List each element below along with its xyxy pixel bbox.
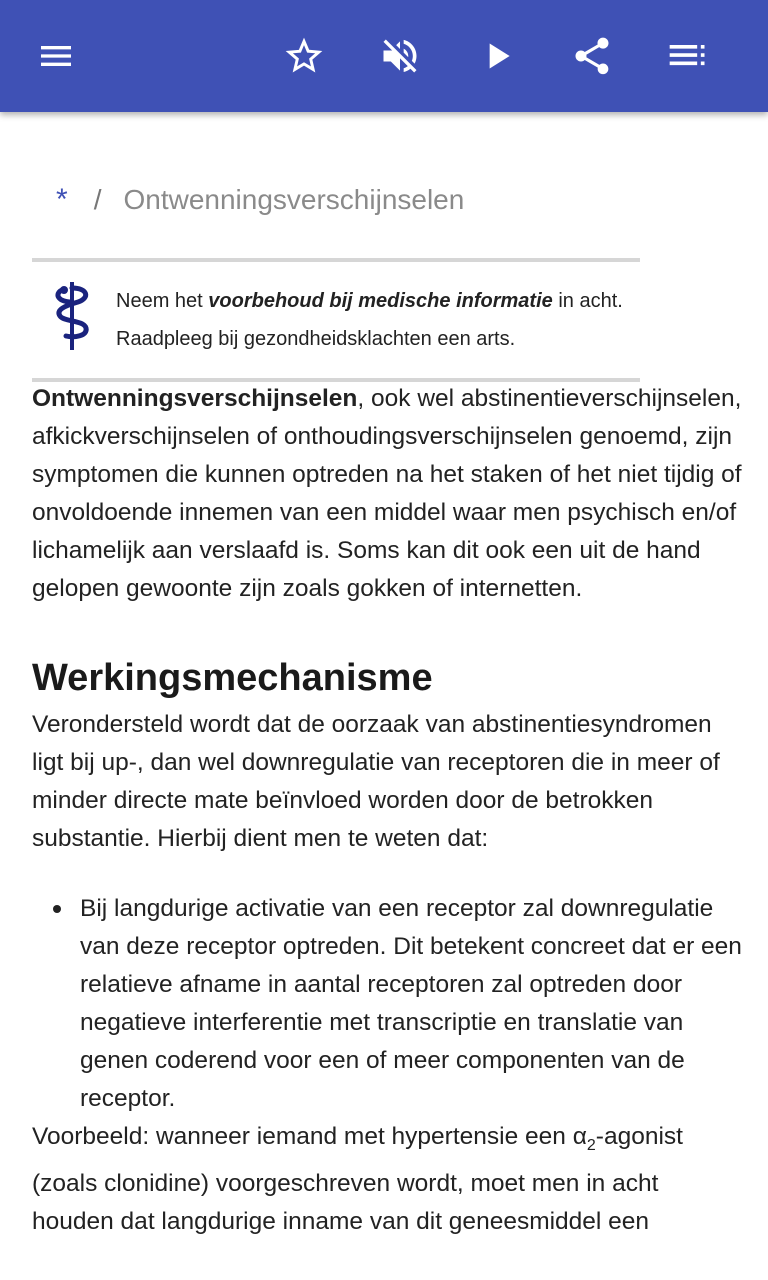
mute-button[interactable] — [368, 24, 432, 88]
breadcrumb-home-link[interactable]: * — [56, 183, 68, 216]
list-item-text: Bij langdurige activatie van een receptor zal downregulatie van deze receptor optreden. Dit betekent concreet dat er een relatieve afname in aantal receptoren zal optreden door negatieve interferentie met transcriptie en translatie van genen coderend voor een of meer componenten van de receptor. — [80, 895, 742, 1112]
bullet-dot — [53, 905, 61, 913]
menu-icon — [36, 36, 76, 76]
disclaimer-link[interactable]: voorbehoud bij medische informatie — [208, 290, 553, 312]
disclaimer-line-2: Raadpleeg bij gezondheidsklachten een arts. — [116, 328, 516, 350]
rod-of-asclepius-icon — [46, 280, 98, 352]
bookmark-button[interactable] — [272, 24, 336, 88]
example-paragraph — [32, 1118, 742, 1241]
article-title-term: Ontwenningsverschijnselen — [32, 385, 358, 412]
disclaimer-text-post: in acht. — [552, 290, 623, 312]
star-icon — [282, 34, 326, 78]
list-item — [32, 890, 742, 1118]
share-button[interactable] — [560, 24, 624, 88]
breadcrumb-separator: / — [93, 184, 102, 215]
app-toolbar — [0, 0, 768, 112]
play-button[interactable] — [466, 24, 530, 88]
playlist-icon — [666, 34, 710, 78]
breadcrumb-current: Ontwenningsverschijnselen — [123, 184, 465, 215]
intro-text: , ook wel abstinentieverschijnselen, afkickverschijnselen of onthoudingsverschijnselen genoemd, zijn symptomen die kunnen optreden na het staken of het niet tijdig of onvoldoende innemen van een middel waar men psychisch en/of lichamelijk aan verslaafd is. Soms kan dit ook een uit de hand gelopen gewoonte zijn zoals gokken of internetten. — [32, 385, 742, 602]
share-icon — [570, 34, 614, 78]
example-text-pre: Voorbeeld: wanneer iemand met hypertensie een α — [32, 1123, 587, 1150]
medical-disclaimer — [32, 258, 640, 382]
example-subscript: 2 — [586, 1136, 596, 1154]
intro-paragraph — [32, 380, 742, 608]
article-body — [32, 380, 742, 1241]
menu-button[interactable] — [24, 24, 88, 88]
disclaimer-text-pre: Neem het — [116, 290, 209, 312]
disclaimer-line-1 — [116, 290, 623, 313]
section-heading: Werkingsmechanisme — [32, 657, 433, 699]
example-text-post: -agonist (zoals clonidine) voorgeschreven wordt, moet men in acht houden dat langdurige inname van dit geneesmiddel een — [32, 1123, 683, 1235]
section-paragraph: Verondersteld wordt dat de oorzaak van abstinentiesyndromen ligt bij up-, dan wel downregulatie van receptoren die in meer of minder directe mate beïnvloed worden door de betrokken substantie. Hierbij dient men te weten dat: — [32, 711, 720, 852]
volume-off-icon — [378, 34, 422, 78]
breadcrumb — [56, 180, 464, 220]
contents-button[interactable] — [656, 24, 720, 88]
bullet-list — [32, 890, 742, 1118]
play-icon — [478, 36, 518, 76]
